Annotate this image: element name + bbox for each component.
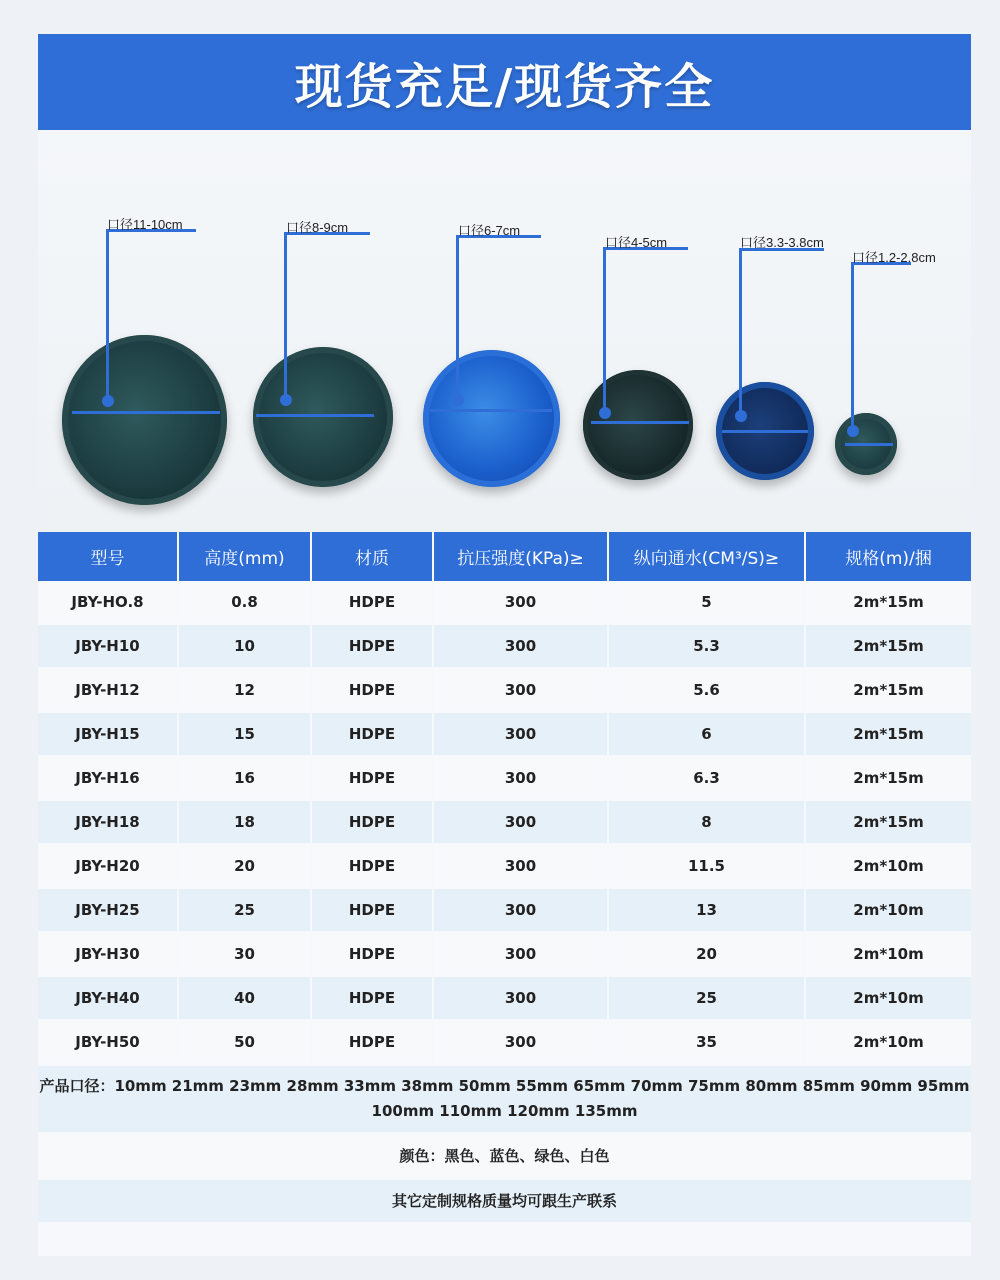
table-cell: 300 (434, 713, 609, 757)
diameter-line-6 (845, 443, 893, 446)
table-cell: 5 (609, 581, 806, 625)
table-cell: 18 (179, 801, 312, 845)
table-cell: HDPE (312, 1021, 434, 1065)
table-row (38, 801, 971, 845)
table-cell: HDPE (312, 933, 434, 977)
callout-dot-4 (599, 407, 611, 419)
sizes-note (38, 1066, 971, 1132)
table-cell: HDPE (312, 845, 434, 889)
table-cell: 20 (179, 845, 312, 889)
table-cell: 2m*10m (806, 1021, 971, 1065)
header-strength: 抗压强度(KPa)≥ (434, 532, 609, 581)
table-cell: 16 (179, 757, 312, 801)
table-cell: JBY-H20 (38, 845, 179, 889)
table-cell: JBY-H10 (38, 625, 179, 669)
table-cell: 11.5 (609, 845, 806, 889)
table-cell: 300 (434, 757, 609, 801)
table-row (38, 757, 971, 801)
callout-line-2 (284, 232, 287, 400)
cap-label-2: 口径8-9cm (286, 220, 349, 235)
table-cell: 25 (179, 889, 312, 933)
table-cell: 2m*15m (806, 801, 971, 845)
table-row (38, 581, 971, 625)
drain-cap-4 (583, 370, 693, 480)
table-cell: 12 (179, 669, 312, 713)
callout-dot-6 (847, 425, 859, 437)
table-cell: 2m*10m (806, 977, 971, 1021)
table-cell: 2m*10m (806, 933, 971, 977)
callout-line-4 (603, 247, 606, 413)
table-cell: JBY-HO.8 (38, 581, 179, 625)
table-cell: HDPE (312, 889, 434, 933)
table-cell: HDPE (312, 713, 434, 757)
table-cell: HDPE (312, 977, 434, 1021)
diameter-line-2 (256, 414, 374, 417)
table-row (38, 1021, 971, 1065)
table-cell: 300 (434, 669, 609, 713)
custom-note: 其它定制规格质量均可跟生产联系 (38, 1180, 971, 1222)
diameter-line-5 (722, 430, 808, 433)
header-model: 型号 (38, 532, 179, 581)
callout-dot-2 (280, 394, 292, 406)
table-cell: 35 (609, 1021, 806, 1065)
table-cell: JBY-H50 (38, 1021, 179, 1065)
table-cell: 2m*15m (806, 625, 971, 669)
table-cell: 2m*15m (806, 713, 971, 757)
table-cell: 300 (434, 977, 609, 1021)
table-row (38, 669, 971, 713)
drain-cap-2 (253, 347, 393, 487)
table-cell: 20 (609, 933, 806, 977)
callout-dot-1 (102, 395, 114, 407)
cap-label-6: 口径1.2-2.8cm (852, 250, 936, 265)
table-cell: 50 (179, 1021, 312, 1065)
table-cell: 300 (434, 581, 609, 625)
table-row (38, 889, 971, 933)
table-cell: 25 (609, 977, 806, 1021)
table-row (38, 713, 971, 757)
table-cell: 15 (179, 713, 312, 757)
cap-label-1: 口径11-10cm (107, 217, 183, 232)
table-cell: 40 (179, 977, 312, 1021)
cap-label-4: 口径4-5cm (605, 235, 668, 250)
callout-dot-3 (452, 394, 464, 406)
sizes-line-1: 产品口径：10mm 21mm 23mm 28mm 33mm 38mm 50mm 55mm 65mm 70mm 75mm 80mm 85mm 90mm 95mm (39, 1077, 970, 1095)
table-cell: 2m*15m (806, 757, 971, 801)
table-cell: JBY-H40 (38, 977, 179, 1021)
header-material: 材质 (312, 532, 434, 581)
header-flow: 纵向通水(CM³/S)≥ (609, 532, 806, 581)
table-cell: JBY-H12 (38, 669, 179, 713)
header-spec: 规格(m)/捆 (806, 532, 971, 581)
callout-line-5 (739, 248, 742, 416)
table-cell: 300 (434, 625, 609, 669)
cap-label-3: 口径6-7cm (458, 223, 521, 238)
table-cell: 2m*10m (806, 845, 971, 889)
table-cell: JBY-H18 (38, 801, 179, 845)
spec-table (38, 532, 971, 1065)
table-cell: 300 (434, 933, 609, 977)
header-height: 高度(mm) (179, 532, 312, 581)
cap-label-5: 口径3.3-3.8cm (740, 235, 824, 250)
table-row (38, 625, 971, 669)
table-cell: 300 (434, 889, 609, 933)
table-cell: 300 (434, 1021, 609, 1065)
diameter-line-3 (430, 409, 552, 412)
sizes-line-2: 100mm 110mm 120mm 135mm (371, 1102, 638, 1120)
table-cell: 5.6 (609, 669, 806, 713)
callout-dot-5 (735, 410, 747, 422)
table-cell: 0.8 (179, 581, 312, 625)
table-cell: 2m*15m (806, 669, 971, 713)
table-cell: 2m*15m (806, 581, 971, 625)
drain-cap-1 (62, 335, 227, 505)
callout-line-1 (106, 229, 109, 401)
table-row (38, 977, 971, 1021)
table-cell: JBY-H30 (38, 933, 179, 977)
table-cell: 5.3 (609, 625, 806, 669)
page-title: 现货充足/现货齐全 (294, 58, 715, 115)
diameter-line-1 (72, 411, 220, 414)
table-cell: HDPE (312, 801, 434, 845)
callout-line-6 (851, 262, 854, 429)
table-cell: JBY-H15 (38, 713, 179, 757)
table-cell: 2m*10m (806, 889, 971, 933)
callout-line-3 (456, 235, 459, 399)
table-cell: JBY-H16 (38, 757, 179, 801)
table-cell: HDPE (312, 581, 434, 625)
table-cell: 8 (609, 801, 806, 845)
table-cell: 6.3 (609, 757, 806, 801)
table-cell: HDPE (312, 625, 434, 669)
table-cell: 30 (179, 933, 312, 977)
table-cell: 300 (434, 845, 609, 889)
table-cell: JBY-H25 (38, 889, 179, 933)
colors-note: 颜色：黑色、蓝色、绿色、白色 (38, 1134, 971, 1178)
table-cell: 300 (434, 801, 609, 845)
diameter-line-4 (591, 421, 689, 424)
table-row (38, 845, 971, 889)
table-cell: 13 (609, 889, 806, 933)
table-cell: 6 (609, 713, 806, 757)
table-row (38, 933, 971, 977)
page-title-banner (38, 34, 971, 130)
table-header-row (38, 532, 971, 581)
table-cell: HDPE (312, 757, 434, 801)
table-cell: HDPE (312, 669, 434, 713)
drain-cap-3 (423, 350, 560, 487)
table-cell: 10 (179, 625, 312, 669)
